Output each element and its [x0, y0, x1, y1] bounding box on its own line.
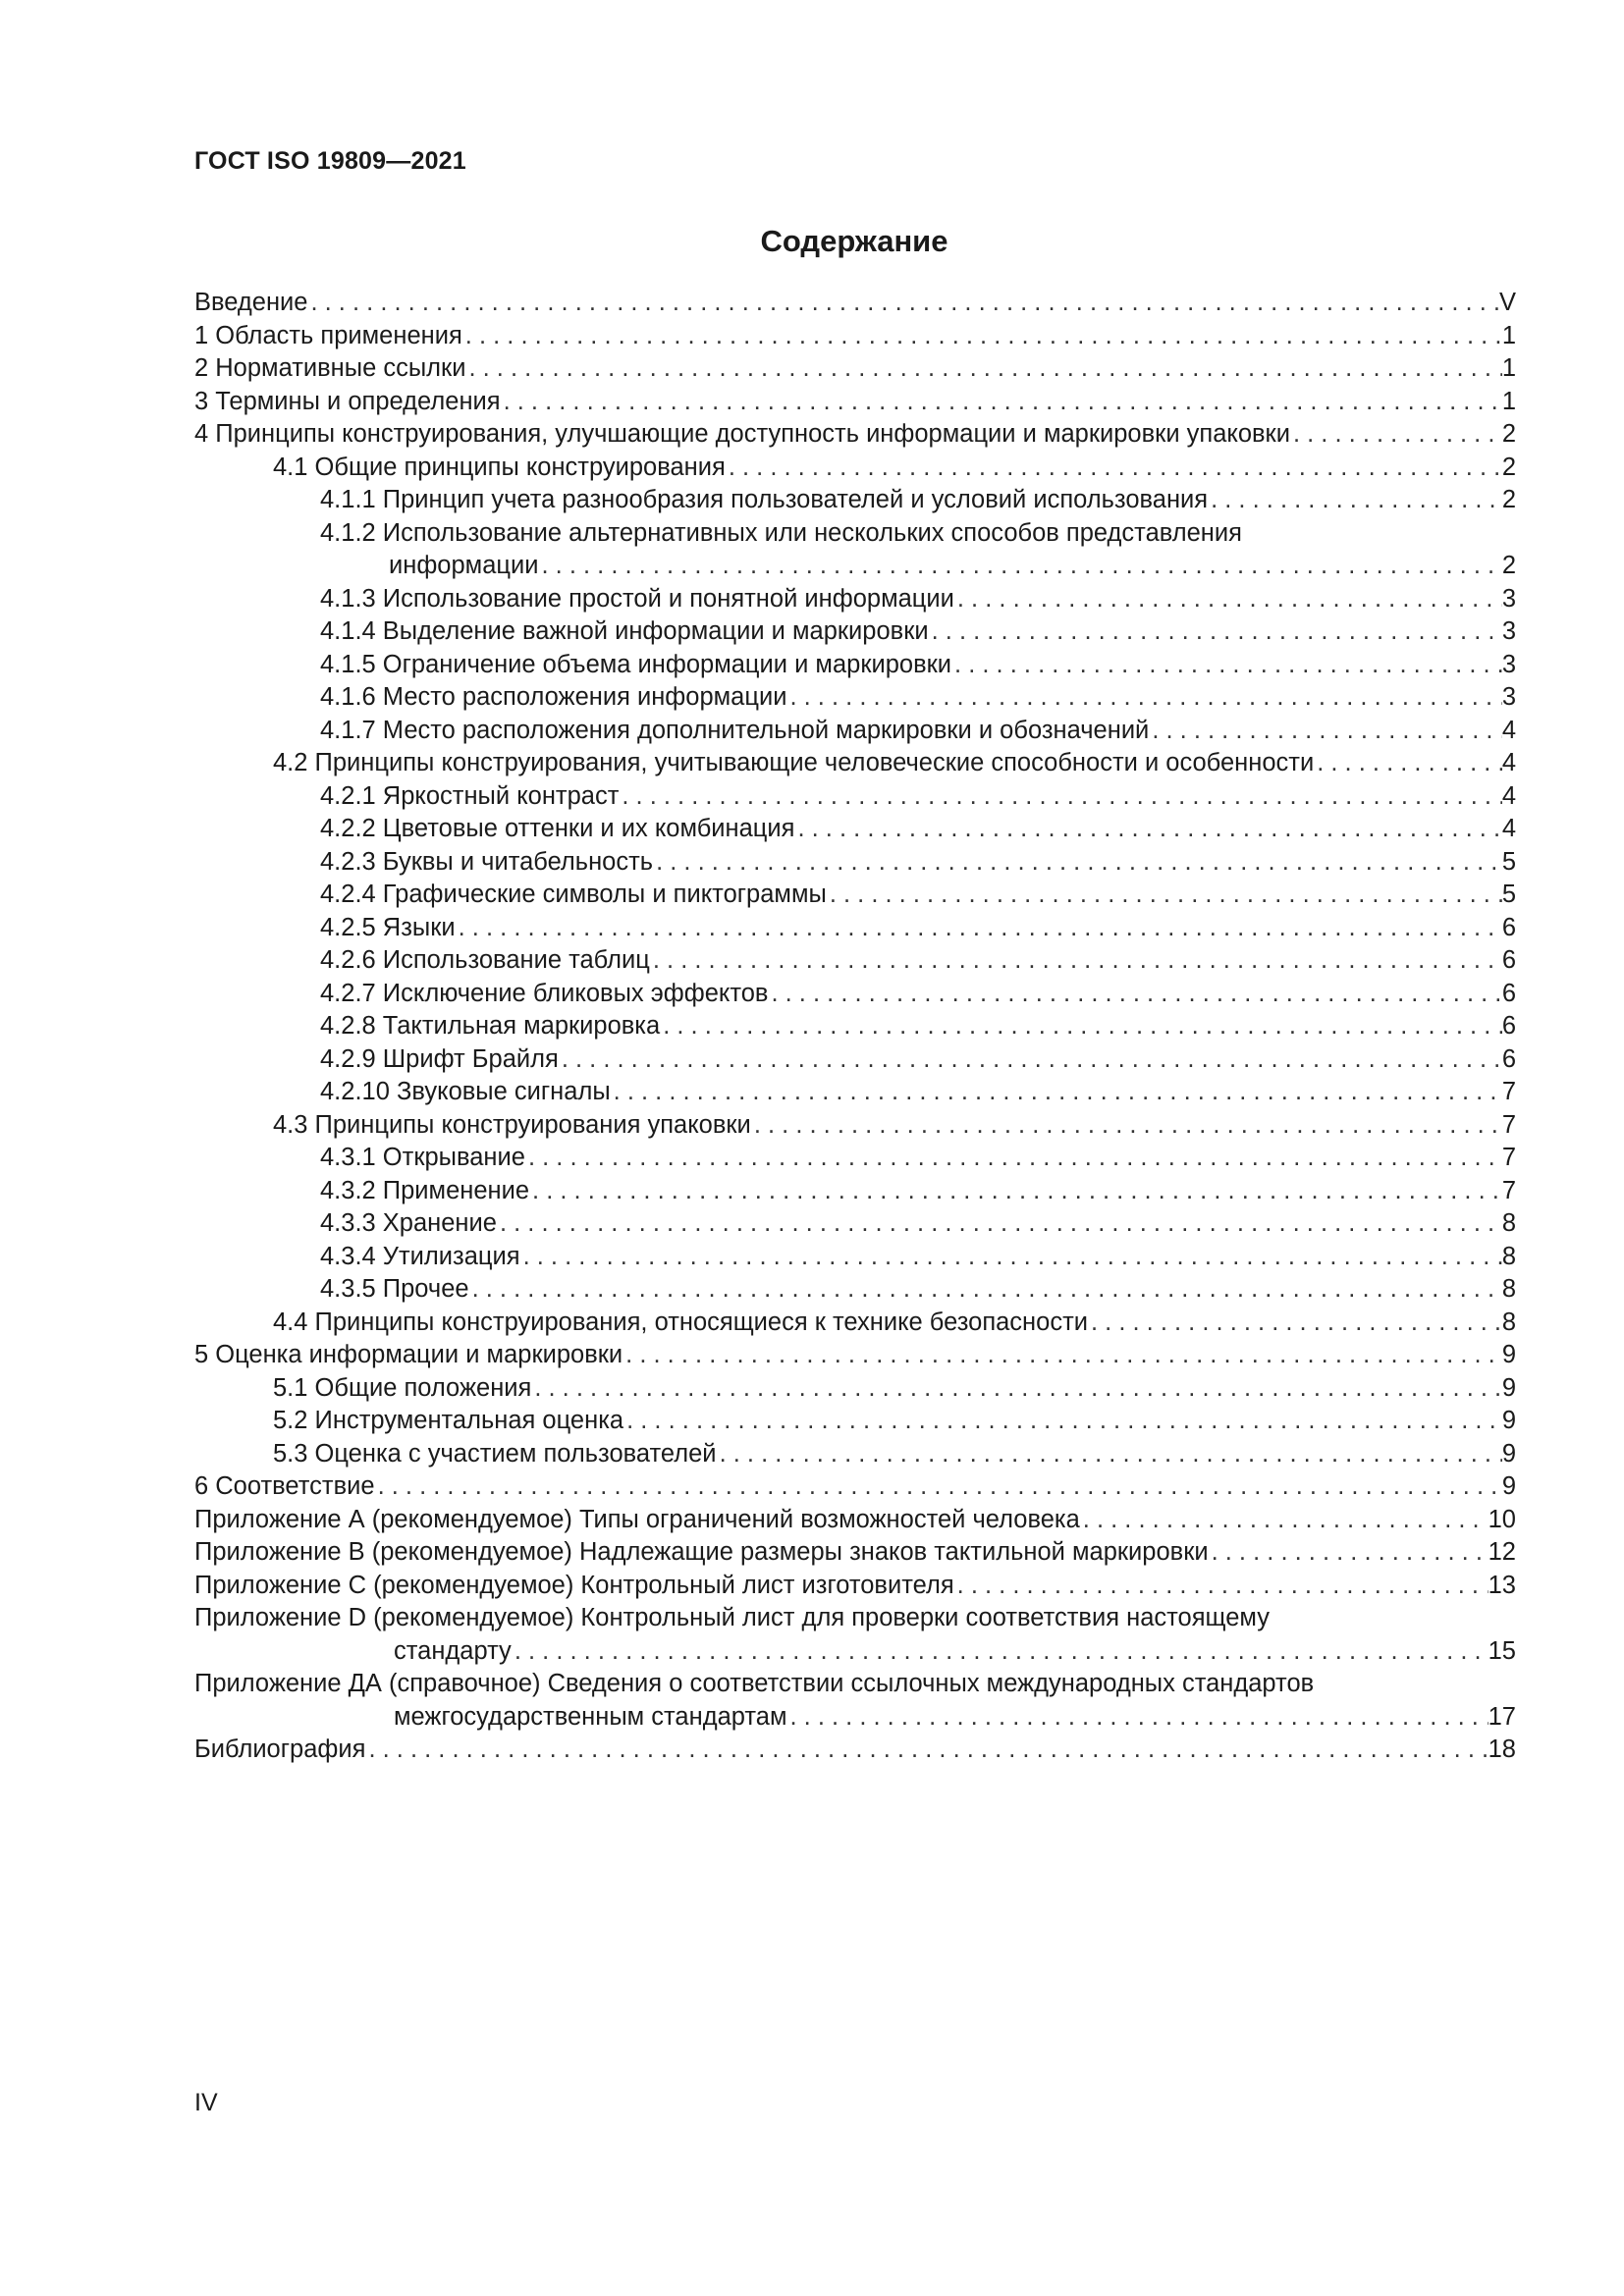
dot-leader [929, 615, 1502, 649]
toc-entry[interactable] [194, 681, 1516, 715]
toc-page-number: 7 [1501, 1144, 1516, 1171]
toc-entry-title: 3 Термины и определения [194, 387, 501, 415]
toc-page-number: 3 [1501, 683, 1516, 711]
toc-page-number: 9 [1501, 1439, 1516, 1468]
toc-entry-title: 4.2.4 Графические символы и пиктограммы [320, 881, 827, 908]
toc-entry[interactable] [194, 320, 1516, 353]
toc-entry-title: Библиография [194, 1735, 366, 1763]
toc-page-number: 6 [1501, 913, 1516, 941]
dot-leader [619, 780, 1501, 814]
toc-entry[interactable] [194, 1438, 1516, 1471]
toc-entry-title: 4.3.2 Применение [320, 1176, 530, 1204]
toc-entry[interactable] [194, 715, 1516, 748]
dot-leader [531, 1372, 1501, 1406]
dot-leader [786, 681, 1501, 715]
toc-entry-title: 4.2.9 Шрифт Брайля [320, 1044, 559, 1073]
toc-page-number: 9 [1501, 1373, 1516, 1402]
dot-leader [375, 1470, 1502, 1504]
toc-page-number: 4 [1501, 815, 1516, 842]
toc-entry-title: 4.1.4 Выделение важной информации и маркировки [320, 617, 929, 645]
toc-entry-title: 4.2.8 Тактильная маркировка [320, 1012, 661, 1040]
toc-page-number: 18 [1488, 1735, 1516, 1763]
toc-entry[interactable] [194, 813, 1516, 846]
toc-entry-title: 4.2.5 Языки [320, 913, 456, 941]
toc-entry[interactable] [194, 287, 1516, 320]
toc-page-number: 3 [1501, 617, 1516, 645]
dot-leader [954, 583, 1502, 616]
table-of-contents [194, 287, 1516, 1767]
toc-page-number: 5 [1501, 881, 1516, 908]
dot-leader [1314, 747, 1502, 780]
dot-leader [512, 1635, 1489, 1669]
toc-entry[interactable] [194, 1570, 1516, 1603]
dot-leader [794, 813, 1501, 846]
toc-page-number: 6 [1501, 1012, 1516, 1040]
toc-entry-title: 5.2 Инструментальная оценка [273, 1407, 624, 1434]
dot-leader [1080, 1504, 1489, 1537]
toc-page-number: 7 [1501, 1110, 1516, 1139]
toc-entry[interactable] [194, 879, 1516, 912]
toc-page-number: 2 [1501, 486, 1516, 513]
dot-leader [525, 1142, 1502, 1175]
toc-entry[interactable] [194, 418, 1516, 452]
toc-entry[interactable] [194, 747, 1516, 780]
toc-entry-title: 4.1.5 Ограничение объема информации и маркировки [320, 650, 952, 678]
toc-page-number: 12 [1488, 1538, 1516, 1566]
document-header: ГОСТ ISO 19809—2021 [194, 147, 466, 175]
toc-entry-title: 4.2.3 Буквы и читабельность [320, 847, 654, 876]
dot-leader [462, 320, 1502, 353]
dot-leader [456, 912, 1502, 945]
toc-entry[interactable] [194, 1504, 1516, 1537]
dot-leader [954, 1570, 1489, 1603]
toc-entry-title: 5 Оценка информации и маркировки [194, 1341, 623, 1368]
toc-entry-title: Приложение С (рекомендуемое) Контрольный лист изготовителя [194, 1571, 954, 1599]
toc-entry[interactable] [194, 780, 1516, 814]
dot-leader [717, 1438, 1502, 1471]
toc-entry-title: 4.1.2 Использование альтернативных или нескольких способов представления [320, 518, 1242, 547]
toc-entry-title: 1 Область применения [194, 321, 462, 349]
toc-entry[interactable] [194, 386, 1516, 419]
dot-leader [1208, 484, 1502, 517]
toc-page-number: 13 [1488, 1571, 1516, 1599]
toc-entry-title: Приложение ДА (справочное) Сведения о соответствии ссылочных международных стандартов [194, 1670, 1315, 1697]
toc-entry-title: 4.2.10 Звуковые сигналы [320, 1078, 611, 1105]
toc-entry-title: Введение [194, 289, 308, 316]
toc-entry-title: Приложение А (рекомендуемое) Типы ограничений возможностей человека [194, 1505, 1080, 1533]
dot-leader [497, 1207, 1502, 1241]
toc-entry-title: 5.3 Оценка с участием пользователей [273, 1439, 717, 1468]
toc-page-number: 4 [1501, 716, 1516, 744]
toc-entry[interactable] [194, 1668, 1516, 1734]
toc-page-number: 1 [1501, 321, 1516, 349]
toc-entry[interactable] [194, 1405, 1516, 1438]
toc-page-number: 7 [1501, 1078, 1516, 1105]
toc-entry-title: 4.1.7 Место расположения дополнительной маркировки и обозначений [320, 716, 1150, 744]
toc-page-number: 2 [1501, 552, 1516, 579]
toc-entry[interactable] [194, 1372, 1516, 1406]
dot-leader [751, 1109, 1502, 1143]
toc-entry-title: Приложение В (рекомендуемое) Надлежащие размеры знаков тактильной маркировки [194, 1538, 1209, 1566]
dot-leader [1149, 715, 1502, 748]
toc-page-number: 7 [1501, 1176, 1516, 1204]
toc-entry-title: 4.4 Принципы конструирования, относящиеся к технике безопасности [273, 1308, 1088, 1336]
toc-entry[interactable] [194, 484, 1516, 517]
toc-entry-title: 4.1.6 Место расположения информации [320, 683, 787, 711]
toc-page-number: 6 [1501, 946, 1516, 974]
toc-page-number: 9 [1501, 1472, 1516, 1500]
toc-entry-title: 4.2.6 Использование таблиц [320, 946, 650, 974]
toc-entry[interactable] [194, 1010, 1516, 1043]
dot-leader [653, 846, 1502, 880]
toc-page-number: 1 [1501, 387, 1516, 415]
toc-entry-title: 5.1 Общие положения [273, 1373, 532, 1402]
toc-entry[interactable] [194, 1734, 1516, 1767]
toc-page-number: 9 [1501, 1341, 1516, 1368]
toc-entry-title: 4.2.1 Яркостный контраст [320, 781, 620, 810]
toc-entry-title: 6 Соответствие [194, 1472, 375, 1500]
toc-entry-title: 4 Принципы конструирования, улучшающие доступность информации и маркировки упаковки [194, 420, 1290, 448]
toc-entry[interactable] [194, 1207, 1516, 1241]
toc-page-number: 3 [1501, 584, 1516, 613]
toc-page-number: 10 [1488, 1505, 1516, 1533]
toc-entry[interactable] [194, 846, 1516, 880]
dot-leader [827, 879, 1502, 912]
toc-page-number: 4 [1501, 781, 1516, 810]
toc-entry[interactable] [194, 978, 1516, 1011]
dot-leader [1290, 418, 1502, 452]
toc-entry-title: 4.1 Общие принципы конструирования [273, 453, 726, 481]
toc-entry-title: Приложение D (рекомендуемое) Контрольный лист для проверки соответствия настоящему [194, 1604, 1270, 1631]
toc-entry[interactable] [194, 1536, 1516, 1570]
dot-leader [1209, 1536, 1489, 1570]
toc-entry-title-continued: информации [389, 552, 539, 579]
dot-leader [469, 1273, 1502, 1307]
toc-entry[interactable] [194, 452, 1516, 485]
toc-entry[interactable] [194, 1339, 1516, 1372]
toc-page-number: 6 [1501, 979, 1516, 1007]
toc-entry[interactable] [194, 1109, 1516, 1143]
toc-page-number: 15 [1488, 1636, 1516, 1665]
dot-leader [559, 1043, 1502, 1077]
toc-entry[interactable] [194, 517, 1516, 583]
toc-page-number: V [1498, 289, 1516, 316]
toc-page-number: 17 [1488, 1702, 1516, 1731]
toc-page-number: 8 [1501, 1275, 1516, 1303]
dot-leader [786, 1701, 1488, 1735]
dot-leader [650, 944, 1502, 978]
toc-entry-title: 4.3.3 Хранение [320, 1209, 497, 1237]
dot-leader [951, 649, 1502, 682]
dot-leader [611, 1076, 1502, 1109]
dot-leader [1088, 1307, 1502, 1340]
toc-page-number: 8 [1501, 1242, 1516, 1270]
dot-leader [365, 1734, 1488, 1767]
dot-leader [726, 452, 1502, 485]
toc-entry[interactable] [194, 912, 1516, 945]
toc-page-number: 6 [1501, 1044, 1516, 1073]
dot-leader [623, 1339, 1502, 1372]
toc-page-number: 1 [1501, 354, 1516, 382]
toc-entry[interactable] [194, 1470, 1516, 1504]
toc-entry[interactable] [194, 1043, 1516, 1077]
dot-leader [623, 1405, 1502, 1438]
toc-title: Содержание [760, 224, 948, 258]
toc-page-number: 2 [1501, 420, 1516, 448]
toc-entry[interactable] [194, 1307, 1516, 1340]
dot-leader [538, 550, 1501, 583]
dot-leader [520, 1241, 1502, 1274]
toc-page-number: 5 [1501, 847, 1516, 876]
toc-entry-title: 4.2.2 Цветовые оттенки и их комбинация [320, 815, 795, 842]
toc-entry-title-continued: стандарту [394, 1636, 512, 1665]
toc-entry[interactable] [194, 1076, 1516, 1109]
toc-entry-title: 4.2.7 Исключение бликовых эффектов [320, 979, 769, 1007]
toc-page-number: 8 [1501, 1308, 1516, 1336]
toc-entry-title: 4.3.1 Открывание [320, 1144, 525, 1171]
toc-entry-title: 4.3.4 Утилизация [320, 1242, 520, 1270]
toc-entry-title-continued: межгосударственным стандартам [394, 1702, 787, 1731]
toc-entry-title: 4.3 Принципы конструирования упаковки [273, 1110, 751, 1139]
dot-leader [465, 352, 1501, 386]
dot-leader [768, 978, 1501, 1011]
toc-page-number: 2 [1501, 453, 1516, 481]
toc-entry-title: 4.2 Принципы конструирования, учитывающие человеческие способности и особенности [273, 749, 1315, 776]
dot-leader [307, 287, 1499, 320]
toc-page-number: 3 [1501, 650, 1516, 678]
toc-page-number: 9 [1501, 1407, 1516, 1434]
toc-entry[interactable] [194, 1142, 1516, 1175]
dot-leader [501, 386, 1502, 419]
toc-entry[interactable] [194, 1273, 1516, 1307]
dot-leader [529, 1175, 1502, 1208]
toc-entry-title: 4.1.3 Использование простой и понятной информации [320, 584, 954, 613]
page-number: IV [194, 2089, 218, 2116]
toc-entry[interactable] [194, 1241, 1516, 1274]
toc-entry[interactable] [194, 583, 1516, 616]
toc-entry[interactable] [194, 944, 1516, 978]
toc-page-number: 4 [1501, 749, 1516, 776]
toc-entry[interactable] [194, 615, 1516, 649]
dot-leader [660, 1010, 1502, 1043]
toc-entry-title: 4.1.1 Принцип учета разнообразия пользователей и условий использования [320, 486, 1209, 513]
toc-entry[interactable] [194, 649, 1516, 682]
toc-entry-title: 2 Нормативные ссылки [194, 354, 466, 382]
toc-entry[interactable] [194, 1602, 1516, 1668]
toc-entry[interactable] [194, 1175, 1516, 1208]
toc-entry[interactable] [194, 352, 1516, 386]
toc-page-number: 8 [1501, 1209, 1516, 1237]
toc-entry-title: 4.3.5 Прочее [320, 1275, 469, 1303]
